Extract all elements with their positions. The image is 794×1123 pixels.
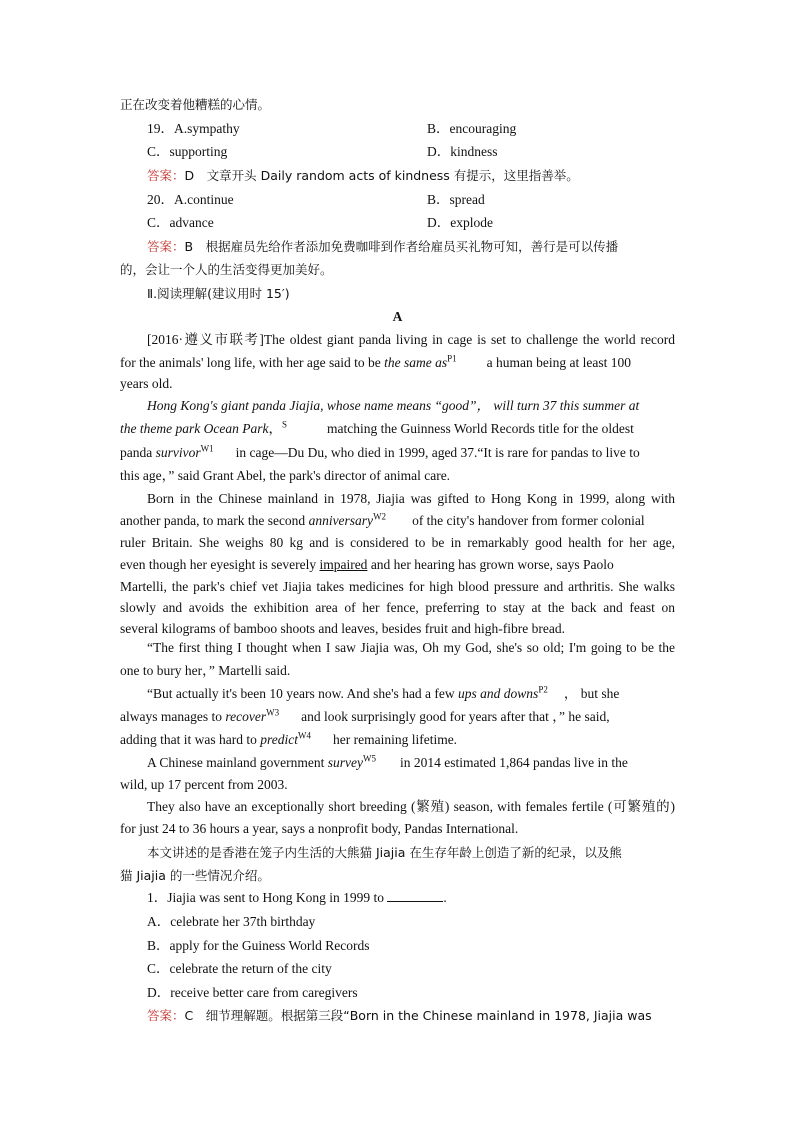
answer-1-text: C 细节理解题。根据第三段“Born in the Chinese mainland in 1978, Jiajia was xyxy=(184,1008,652,1023)
p5-text-f: her remaining lifetime. xyxy=(332,732,458,747)
p5-line-1 xyxy=(147,684,702,704)
p3-italic: anniversary xyxy=(308,513,374,528)
option-19-c: C．supporting xyxy=(147,144,228,159)
p6-line-1 xyxy=(147,753,702,773)
p6-line-2: wild, up 17 percent from 2003. xyxy=(120,777,288,792)
question-1-option-d: D．receive better care from caregivers xyxy=(147,985,358,1000)
p7-line-2: for just 24 to 36 hours a year, says a nonprofit body, Pandas International. xyxy=(120,821,519,836)
answer-20-text-1: B 根据雇员先给作者添加免费咖啡到作者给雇员买礼物可知，善行是可以传播 xyxy=(184,239,619,254)
option-20-c: C．advance xyxy=(147,215,214,230)
question-20-options xyxy=(147,190,702,210)
question-19-options-2 xyxy=(147,142,702,162)
answer-blank xyxy=(387,889,443,902)
p5-text-d: and look surprisingly good for years after that ，” he said, xyxy=(301,709,610,724)
p2-line-1: Hong Kong's giant panda Jiajia, whose name means “good”， will turn 37 this summer at xyxy=(147,398,640,413)
p7-line-1: They also have an exceptionally short breeding (繁殖) season, with females fertile (可繁殖的) xyxy=(147,799,675,814)
p2-text-b: in cage—Du Du, who died in 1999, aged 37.“It is rare for pandas to live to xyxy=(235,445,640,460)
section-heading: Ⅱ.阅读理解(建议用时 15′) xyxy=(147,286,290,301)
p5-italic-3: predict xyxy=(260,732,298,747)
p5-line-3 xyxy=(120,730,675,750)
p2-text: matching the Guinness World Records title for the oldest xyxy=(326,421,634,436)
p2-comma: ， xyxy=(268,421,282,436)
p5-mark-2: W3 xyxy=(266,707,280,718)
p2-text-a: panda xyxy=(120,445,156,460)
p3-line-1: Born in the Chinese mainland in 1978, Jiajia was gifted to Hong Kong in 1999, along with xyxy=(147,491,675,506)
question-1-option-b: B．apply for the Guiness World Records xyxy=(147,938,370,953)
p5-italic: ups and downs xyxy=(458,686,539,701)
question-1-option-a: A．celebrate her 37th birthday xyxy=(147,914,316,929)
p6-text-a: A Chinese mainland government xyxy=(147,755,328,770)
p2-line-3 xyxy=(120,443,675,463)
p1-line-3: years old. xyxy=(120,376,173,391)
top-line: 正在改变着他糟糕的心情。 xyxy=(120,97,271,112)
summary-line-1: 本文讲述的是香港在笼子内生活的大熊猫 Jiajia 在生存年龄上创造了新的纪录，以及熊 xyxy=(147,845,622,860)
question-1-text: 1．Jiajia was sent to Hong Kong in 1999 to xyxy=(147,890,384,905)
p4-line-1: “The first thing I thought when I saw Jiajia was, Oh my God, she's so old; I'm going to be the xyxy=(147,640,675,655)
p5-text-c: always manages to xyxy=(120,709,226,724)
p6-text-b: in 2014 estimated 1,864 pandas live in the xyxy=(399,755,628,770)
p3-line-5: Martelli, the park's chief vet Jiajia takes medicines for high blood pressure and arthritis. She walks xyxy=(120,579,675,594)
p3-line-4 xyxy=(120,555,675,575)
p5-line-2 xyxy=(120,707,675,727)
p2-mark-2: W1 xyxy=(200,443,214,454)
question-1-period: . xyxy=(443,890,447,905)
p5-text-e: adding that it was hard to xyxy=(120,732,261,747)
p5-italic-2: recover xyxy=(225,709,267,724)
p1-italic: the same as xyxy=(384,355,448,370)
p1-mark: P1 xyxy=(447,353,457,364)
p1-text: for the animals' long life, with her age said to be xyxy=(120,355,385,370)
answer-19-text: D 文章开头 Daily random acts of kindness 有提示，这里指善举。 xyxy=(184,168,579,183)
p4-line-2: one to bury her，” Martelli said. xyxy=(120,663,291,678)
question-1-option-c: C．celebrate the return of the city xyxy=(147,961,332,976)
p5-text-a: “But actually it's been 10 years now. And she's had a few xyxy=(147,686,459,701)
p1-line-2 xyxy=(120,353,675,373)
p3-text-c: even though her eyesight is severely xyxy=(120,557,320,572)
answer-label: 答案： xyxy=(147,239,185,254)
option-19-b: B．encouraging xyxy=(427,121,517,136)
p3-line-3: ruler Britain. She weighs 80 kg and is considered to be in remarkably good health for her age, xyxy=(120,535,675,550)
option-19-d: D．kindness xyxy=(427,144,498,159)
p3-underlined-word: impaired xyxy=(319,557,368,572)
p1-text-end: a human being at least 100 xyxy=(486,355,631,370)
p1-line-1: [2016·遵义市联考]The oldest giant panda living in cage is set to challenge the world record xyxy=(147,332,675,347)
answer-20 xyxy=(147,237,675,257)
p3-text-a: another panda, to mark the second xyxy=(120,513,309,528)
p5-mark: P2 xyxy=(538,684,548,695)
p3-line-2 xyxy=(120,511,675,531)
p5-mark-3: W4 xyxy=(297,730,311,741)
option-20-a: 20．A.continue xyxy=(147,192,234,207)
p2-italic: the theme park Ocean Park xyxy=(120,421,269,436)
p3-line-7: several kilograms of bamboo shoots and leaves, besides fruit and high-fibre bread. xyxy=(120,621,565,636)
p2-line-2 xyxy=(120,419,675,439)
passage-letter: A xyxy=(392,309,403,324)
answer-label: 答案： xyxy=(147,1008,185,1023)
answer-label: 答案： xyxy=(147,168,185,183)
question-19-options xyxy=(147,119,702,139)
answer-19 xyxy=(147,166,702,186)
p2-line-4: this age，” said Grant Abel, the park's director of animal care. xyxy=(120,468,451,483)
p3-text-d: and her hearing has grown worse, says Paolo xyxy=(367,557,614,572)
option-20-d: D．explode xyxy=(427,215,493,230)
p3-mark: W2 xyxy=(373,511,387,522)
question-20-options-2 xyxy=(147,213,702,233)
option-20-b: B．spread xyxy=(427,192,485,207)
p5-text-b: ， but she xyxy=(563,686,620,701)
p6-italic: survey xyxy=(327,755,363,770)
answer-20-text-2: 的，会让一个人的生活变得更加美好。 xyxy=(120,262,333,277)
p6-mark: W5 xyxy=(362,753,376,764)
p3-line-6: slowly and avoids the exhibition area of her fence, preferring to stay at the back and feast on xyxy=(120,600,675,615)
summary-line-2: 猫 Jiajia 的一些情况介绍。 xyxy=(120,868,270,883)
answer-1 xyxy=(147,1006,675,1026)
question-1-stem xyxy=(147,888,702,908)
p2-mark: S xyxy=(281,419,287,430)
p3-text-b: of the city's handover from former colonial xyxy=(412,513,645,528)
option-19-a: 19．A.sympathy xyxy=(147,121,240,136)
p2-italic-2: survivor xyxy=(155,445,201,460)
